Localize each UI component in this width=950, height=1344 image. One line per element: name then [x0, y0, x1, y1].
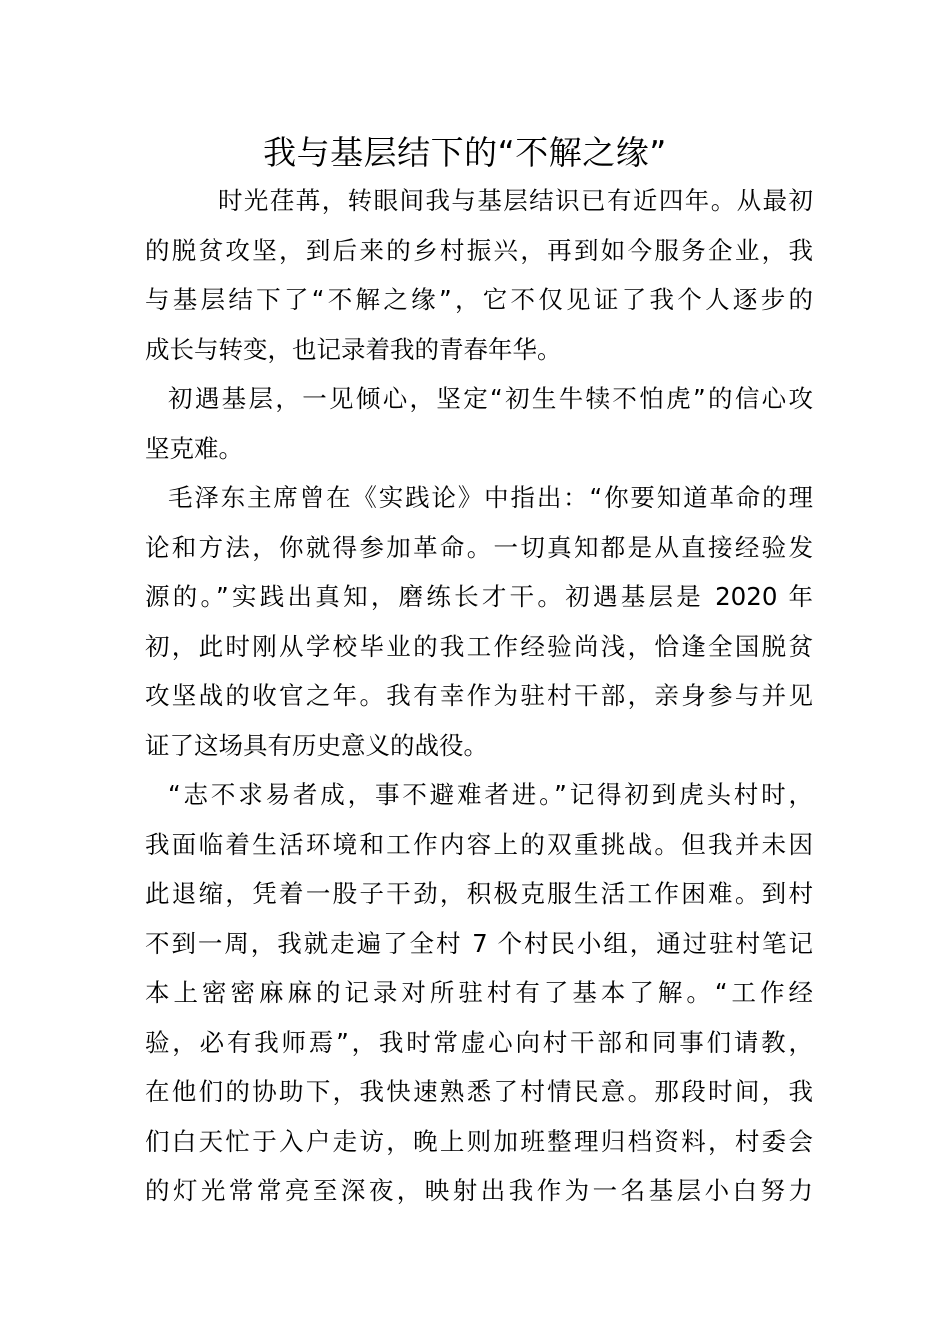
paragraph-line: 的灯光常常亮至深夜，映射出我作为一名基层小白努力	[145, 1176, 813, 1205]
paragraph-line: 初遇基层，一见倾心，坚定“初生牛犊不怕虎”的信心攻	[168, 384, 813, 413]
paragraph-line: 的脱贫攻坚，到后来的乡村振兴，再到如今服务企业，我	[145, 235, 813, 265]
paragraph-line: 不到一周，我就走遍了全村 7 个村民小组，通过驻村笔记	[145, 928, 813, 958]
paragraph-line: 源的。”实践出真知，磨练长才干。初遇基层是 2020 年	[145, 582, 813, 611]
paragraph-line: 在他们的协助下，我快速熟悉了村情民意。那段时间，我	[145, 1077, 813, 1106]
paragraph-line: 证了这场具有历史意义的战役。	[145, 730, 488, 760]
paragraph-line: 本上密密麻麻的记录对所驻村有了基本了解。“工作经	[145, 978, 813, 1007]
paragraph-line: “志不求易者成，事不避难者进。”记得初到虎头村时，	[168, 780, 813, 809]
paragraph-line: 论和方法，你就得参加革命。一切真知都是从直接经验发	[145, 532, 813, 562]
paragraph-line: 成长与转变，也记录着我的青春年华。	[145, 334, 562, 364]
document-body	[145, 176, 813, 1216]
paragraph-line: 坚克难。	[145, 433, 243, 463]
paragraph-line: 们白天忙于入户走访，晚上则加班整理归档资料，村委会	[145, 1126, 813, 1156]
document-title: 我与基层结下的“不解之缘”	[263, 133, 667, 172]
paragraph-line: 与基层结下了“不解之缘”，它不仅见证了我个人逐步的	[145, 285, 813, 314]
paragraph-line: 时光荏苒，转眼间我与基层结识已有近四年。从最初	[218, 186, 813, 215]
paragraph-line: 初，此时刚从学校毕业的我工作经验尚浅，恰逢全国脱贫	[145, 631, 813, 661]
paragraph-line: 攻坚战的收官之年。我有幸作为驻村干部，亲身参与并见	[145, 681, 813, 710]
paragraph-line: 此退缩，凭着一股子干劲，积极克服生活工作困难。到村	[145, 879, 813, 908]
paragraph-line: 毛泽东主席曾在《实践论》中指出：“你要知道革命的理	[168, 483, 813, 512]
paragraph-line: 验，必有我师焉”，我时常虚心向村干部和同事们请教，	[145, 1027, 813, 1057]
paragraph-line: 我面临着生活环境和工作内容上的双重挑战。但我并未因	[145, 829, 813, 859]
